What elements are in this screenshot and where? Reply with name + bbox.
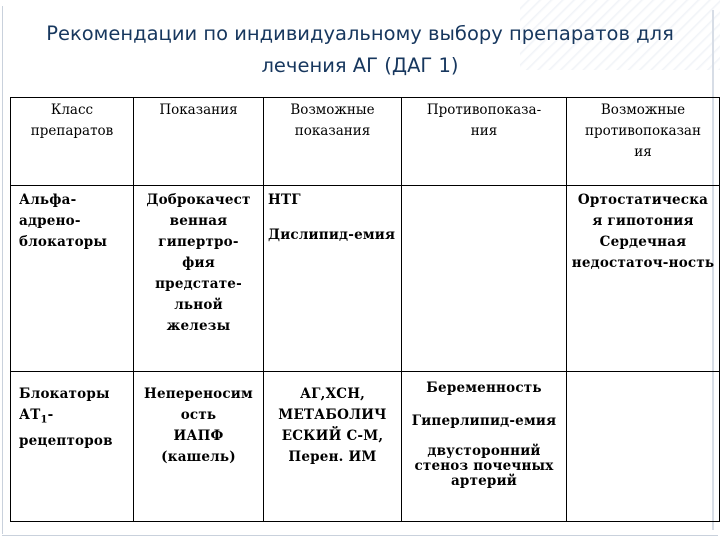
cell-text: - <box>47 407 54 423</box>
header-drug-class <box>11 98 134 186</box>
slide-border-left <box>2 6 3 534</box>
cell-text: Гиперлипид-емия <box>411 413 557 429</box>
cell-text: Сердечная <box>599 234 687 250</box>
cell-text: (кашель) <box>161 449 236 465</box>
cell-text: венная <box>169 213 228 229</box>
cell-text: МЕТАБОЛИЧ <box>278 407 387 423</box>
cell-text: недостаточ-ность <box>571 255 715 271</box>
cell-contraindications <box>402 372 567 522</box>
cell-text: фия <box>182 255 215 271</box>
cell-possible-contraindications <box>567 372 720 522</box>
cell-text: адрено- <box>19 213 81 229</box>
cell-drug-class <box>11 372 134 522</box>
cell-text: АТ <box>19 407 41 423</box>
title-line-2: лечения АГ (ДАГ 1) <box>261 54 459 77</box>
cell-text: Блокаторы <box>19 386 110 402</box>
header-text: Возможные <box>600 102 686 118</box>
header-text: Противопоказа- <box>426 102 542 118</box>
cell-text: предстате- <box>155 276 242 292</box>
cell-text: рецепторов <box>19 432 113 449</box>
header-text: ния <box>470 123 498 139</box>
header-indications <box>134 98 264 186</box>
cell-text: ИАПФ <box>173 428 224 444</box>
header-text: препаратов <box>30 123 114 139</box>
header-contraindications <box>402 98 567 186</box>
header-text: ия <box>634 144 652 160</box>
cell-text: артерий <box>450 473 517 489</box>
slide-title <box>20 18 700 82</box>
cell-text: ЕСКИЙ С-М, <box>281 428 384 444</box>
cell-possible-indications <box>264 372 402 522</box>
cell-text: АГ,ХСН, <box>299 386 366 402</box>
slide-border-bottom <box>2 535 718 536</box>
cell-indications <box>134 186 264 372</box>
title-line-1: Рекомендации по индивидуальному выбору препаратов для <box>46 22 674 45</box>
cell-text: Ортостатическа <box>577 192 709 208</box>
header-row <box>11 98 720 186</box>
cell-text: НТГ <box>268 192 301 208</box>
cell-drug-class <box>11 186 134 372</box>
cell-text: железы <box>166 318 231 334</box>
cell-text: блокаторы <box>19 234 108 250</box>
header-text: противопоказан <box>585 123 701 139</box>
cell-text: Перен. ИМ <box>288 449 377 465</box>
table-row <box>11 186 720 372</box>
header-possible-indications <box>264 98 402 186</box>
cell-text: двусторонний <box>427 443 541 459</box>
cell-text: льной <box>174 297 223 313</box>
cell-text: я гипотония <box>592 213 694 229</box>
cell-text: Дислипид-емия <box>268 227 396 243</box>
cell-text: Альфа- <box>19 192 77 208</box>
cell-indications <box>134 372 264 522</box>
header-text: Возможные <box>290 102 375 118</box>
cell-text: Непереносим <box>144 386 253 402</box>
cell-text: Беременность <box>426 380 542 396</box>
cell-text: стеноз почечных <box>414 458 554 474</box>
cell-possible-indications <box>264 186 402 372</box>
cell-text: гипертро- <box>158 234 239 250</box>
cell-subscript: 1 <box>40 414 48 426</box>
header-text: Класс <box>50 102 94 118</box>
header-possible-contraindications <box>567 98 720 186</box>
table-row <box>11 372 720 522</box>
recommendations-table <box>10 97 720 522</box>
cell-possible-contraindications <box>567 186 720 372</box>
cell-contraindications <box>402 186 567 372</box>
cell-text: Доброкачест <box>146 192 251 208</box>
cell-text: ость <box>180 407 217 423</box>
header-text: показания <box>294 123 371 139</box>
header-text: Показания <box>159 102 238 118</box>
